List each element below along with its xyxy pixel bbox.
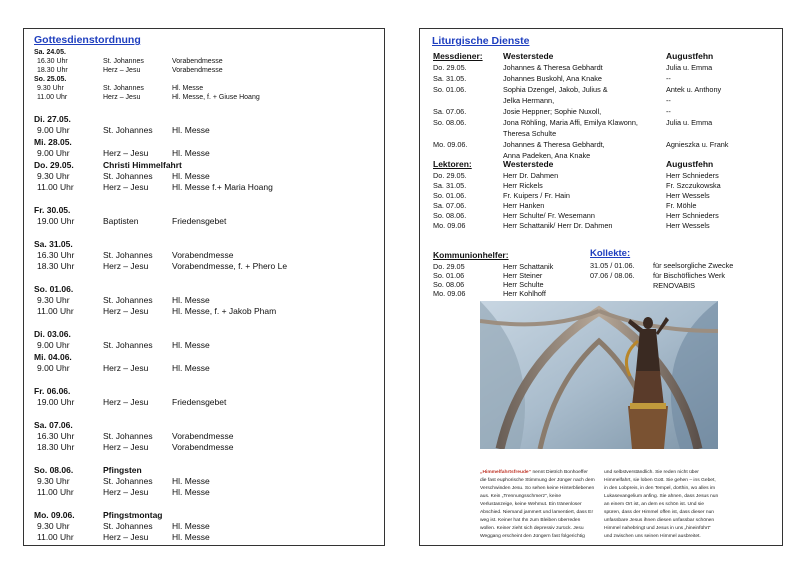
augustfehn-name: -- (666, 74, 671, 83)
day-heading: Fr. 30.05. (34, 205, 71, 215)
service-type: Hl. Messe (172, 148, 210, 158)
feast-name: Pfingstmontag (103, 510, 163, 520)
service-time: 11.00 Uhr (37, 306, 74, 316)
article-column-1 (480, 469, 595, 541)
service-time: 19.00 Uhr (37, 216, 75, 226)
right-title: Liturgische Dienste (432, 35, 530, 47)
service-place: Herz – Jesu (103, 442, 149, 452)
service-time: 11.00 Uhr (37, 94, 68, 101)
westerstede-name: Herr Schattanik/ Herr Dr. Dahmen (503, 221, 613, 230)
day-heading: Sa. 07.06. (34, 420, 73, 430)
service-time: 9.30 Uhr (37, 171, 70, 181)
day-heading-row (24, 114, 384, 125)
kommunionhelfer-label: Kommunionhelfer: (433, 250, 509, 260)
messdiener-row (420, 95, 782, 106)
service-place: Baptisten (103, 216, 139, 226)
westerstede-header: Westerstede (503, 159, 554, 169)
augustfehn-name: Herr Schnieders (666, 171, 719, 180)
article-text (480, 449, 718, 539)
day-heading: Mi. 28.05. (34, 137, 72, 147)
service-type: Hl. Messe f.+ Maria Hoang (172, 182, 273, 192)
day-heading-row (24, 284, 384, 295)
westerstede-name: Fr. Kuipers / Fr. Hain (503, 191, 570, 200)
day-heading: So. 01.06. (34, 284, 74, 294)
row-date: Mo. 09.06 (433, 221, 466, 230)
day-heading: Mi. 04.06. (34, 352, 72, 362)
row-date: Do. 29.05. (433, 171, 467, 180)
row-date: Sa. 31.05. (433, 74, 467, 83)
row-date: Sa. 07.06. (433, 107, 467, 116)
service-place: Herz – Jesu (103, 94, 141, 101)
westerstede-name: Anna Padeken, Ana Knake (503, 151, 591, 160)
day-heading-row (24, 352, 384, 363)
row-date: So. 01.06. (433, 85, 467, 94)
service-time: 16.30 Uhr (37, 431, 75, 441)
westerstede-name: Johannes & Theresa Gebhardt, (503, 140, 605, 149)
service-row (24, 148, 384, 159)
day-heading: So. 25.05. (34, 76, 67, 83)
kollekte-purpose: RENOVABIS (653, 281, 696, 290)
day-heading-row (24, 510, 384, 521)
kollekte-date: 07.06 / 08.06. (590, 271, 635, 280)
section-header-row (420, 51, 782, 62)
service-type: Hl. Messe (172, 532, 210, 542)
service-place: Herz – Jesu (103, 397, 149, 407)
service-place: St. Johannes (103, 521, 153, 531)
service-place: St. Johannes (103, 85, 144, 92)
service-row (24, 66, 384, 77)
service-type: Hl. Messe (172, 295, 210, 305)
messdiener-row (420, 62, 782, 73)
service-place: St. Johannes (103, 431, 153, 441)
day-heading: Di. 27.05. (34, 114, 71, 124)
service-row (24, 442, 384, 453)
service-row (24, 363, 384, 374)
kollekte-row (420, 260, 782, 270)
service-type: Hl. Messe (172, 125, 210, 135)
day-heading-row (24, 420, 384, 431)
lektoren-label: Lektoren: (433, 159, 472, 169)
augustfehn-name: Herr Wessels (666, 221, 710, 230)
augustfehn-name: Julia u. Emma (666, 63, 713, 72)
augustfehn-name: Herr Wessels (666, 191, 710, 200)
augustfehn-header: Augustfehn (666, 159, 714, 169)
westerstede-name: Herr Dr. Dahmen (503, 171, 559, 180)
church-ascension-photo (480, 301, 718, 449)
westerstede-name: Josie Heppner; Sophie Nuxoll, (503, 107, 602, 116)
service-time: 9.00 Uhr (37, 363, 70, 373)
westerstede-name: Jelka Hermann, (503, 96, 555, 105)
augustfehn-header: Augustfehn (666, 51, 714, 61)
service-type: Hl. Messe (172, 487, 210, 497)
article-column-2: und selbstverständlich. Sie reden nicht über Himmelfahrt, sie loben Gott. Sie gehen – ins Gebet, in den Lobpreis, in den Tempel, dorthin, wo alles im Lukasevangelium anfing. Sie ahnen, dass Jesus nun an einem Ort ist, an dem es schön ist. Und sie spüren, dass der Himmel offen ist, dass dieser nun unfassbare Jesus ihnen diesen unfassbar schönen Himmel nahebringt und Jesus in uns „hineinführt“ und zwischen uns seinen Himmel ausbreitet. (604, 470, 719, 539)
augustfehn-name: -- (666, 96, 671, 105)
westerstede-name: Theresa Schulte (503, 129, 557, 138)
day-heading: Fr. 06.06. (34, 386, 71, 396)
day-heading-row (24, 137, 384, 148)
service-place: Herz – Jesu (103, 67, 141, 74)
helper-name: Herr Steiner (503, 271, 543, 280)
augustfehn-name: Antek u. Anthony (666, 85, 722, 94)
service-place: St. Johannes (103, 250, 153, 260)
service-type: Hl. Messe (172, 476, 210, 486)
section-header-row (420, 159, 782, 170)
day-heading: Di. 03.06. (34, 329, 71, 339)
service-place: Herz – Jesu (103, 182, 149, 192)
service-row (24, 125, 384, 136)
service-type: Hl. Messe, f. + Giuse Hoang (172, 94, 260, 101)
service-row (24, 476, 384, 487)
westerstede-name: Herr Rickels (503, 181, 543, 190)
service-time: 9.00 Uhr (37, 340, 70, 350)
ascension-statue-image (480, 301, 718, 449)
messdiener-row (420, 117, 782, 128)
service-row (24, 532, 384, 543)
service-type: Hl. Messe (172, 171, 210, 181)
service-row (24, 397, 384, 408)
row-date: Sa. 31.05. (433, 181, 467, 190)
service-type: Vorabendmesse (172, 67, 223, 74)
service-time: 11.00 Uhr (37, 532, 74, 542)
service-type: Friedensgebet (172, 397, 227, 407)
service-type: Hl. Messe, f. + Jakob Pham (172, 306, 277, 316)
service-row (24, 306, 384, 317)
feast-name: Christi Himmelfahrt (103, 160, 182, 170)
service-row (24, 340, 384, 351)
westerstede-name: Herr Schulte/ Fr. Wesemann (503, 211, 595, 220)
service-time: 16.30 Uhr (37, 250, 75, 260)
service-place: St. Johannes (103, 125, 153, 135)
row-date: So. 08.06. (433, 118, 467, 127)
row-date: Mo. 09.06. (433, 140, 468, 149)
augustfehn-name: Agnieszka u. Frank (666, 140, 729, 149)
augustfehn-name: -- (666, 107, 671, 116)
day-heading-row (24, 465, 384, 476)
kollekte-date: 31.05 / 01.06. (590, 261, 635, 270)
augustfehn-name: Fr. Möhle (666, 201, 697, 210)
article-headline: „Himmelfahrtsfreude“ (480, 470, 533, 475)
service-type: Vorabendmesse, f. + Phero Le (172, 261, 288, 271)
day-heading: Do. 29.05. (34, 160, 74, 170)
messdiener-label: Messdiener: (433, 51, 483, 61)
article-col1-text: nennt Dietrich Bonhoeffer die fast euphorische Stimmung der Jünger nach dem Verschwinden Jesu. So sehen keine Hinterbliebenen aus. Kein „Trennungsschmerz“, keine Verlustanzeige, keine Wehmut. Ein tränenloser Abschied. Niemand jammert und lamentiert, dass Er weg ist. Keiner hat Ihn zum Bleiben überreden wollen. Keiner zieht sich depressiv zurück. Jesu Weggang erscheint den Jüngern fast folgerichtig (480, 470, 595, 539)
messdiener-row (420, 128, 782, 139)
westerstede-name: Johannes & Theresa Gebhardt (503, 63, 603, 72)
service-type: Vorabendmesse (172, 431, 234, 441)
day-heading: Sa. 24.05. (34, 49, 66, 56)
service-place: Herz – Jesu (103, 363, 149, 373)
day-heading-row (24, 205, 384, 216)
service-row (24, 182, 384, 193)
kollekte-purpose: für seelsorgliche Zwecke (653, 261, 734, 270)
service-row (24, 93, 384, 104)
row-date: So. 01.06 (433, 271, 465, 280)
helper-name: Herr Schulte (503, 280, 544, 289)
service-time: 11.00 Uhr (37, 487, 74, 497)
service-place: Herz – Jesu (103, 532, 149, 542)
service-time: 9.30 Uhr (37, 85, 64, 92)
augustfehn-name: Fr. Szczukowska (666, 181, 721, 190)
row-date: Do. 29.05 (433, 262, 465, 271)
service-row (24, 487, 384, 498)
service-time: 9.00 Uhr (37, 125, 70, 135)
feast-name: Pfingsten (103, 465, 142, 475)
service-type: Hl. Messe (172, 85, 204, 92)
westerstede-name: Sophia Dzengel, Jakob, Julius & (503, 85, 608, 94)
kollekte-row (420, 280, 782, 290)
day-heading-row (24, 239, 384, 250)
service-type: Vorabendmesse (172, 58, 223, 65)
service-place: St. Johannes (103, 58, 144, 65)
right-panel-liturgical-services (419, 28, 783, 546)
service-row (24, 171, 384, 182)
service-type: Vorabendmesse (172, 250, 234, 260)
service-place: St. Johannes (103, 476, 153, 486)
service-place: Herz – Jesu (103, 261, 149, 271)
westerstede-name: Jona Röhling, Maria Affi, Emilya Klawonn, (503, 118, 638, 127)
service-place: Herz – Jesu (103, 487, 149, 497)
kollekte-row (420, 270, 782, 280)
day-heading-row (24, 329, 384, 340)
augustfehn-name: Julia u. Emma (666, 118, 713, 127)
row-date: So. 08.06. (433, 211, 467, 220)
helper-name: Herr Kohlhoff (503, 289, 546, 298)
day-heading-row (24, 160, 384, 171)
row-date: Sa. 07.06. (433, 201, 467, 210)
service-type: Hl. Messe (172, 521, 210, 531)
westerstede-header: Westerstede (503, 51, 554, 61)
left-title: Gottesdienstordnung (34, 34, 141, 46)
service-time: 9.00 Uhr (37, 148, 70, 158)
left-panel-service-schedule (23, 28, 385, 546)
service-type: Vorabendmesse (172, 442, 234, 452)
service-row (24, 216, 384, 227)
day-heading: Sa. 31.05. (34, 239, 73, 249)
service-row (24, 521, 384, 532)
kollekte-purpose: für Bischöfliches Werk (653, 271, 726, 280)
row-date: So. 08.06 (433, 280, 465, 289)
service-row (24, 261, 384, 272)
service-row (24, 431, 384, 442)
messdiener-row (420, 106, 782, 117)
day-heading: So. 08.06. (34, 465, 74, 475)
row-date: Do. 29.05. (433, 63, 467, 72)
helper-name: Herr Schattanik (503, 262, 554, 271)
messdiener-row (420, 73, 782, 84)
lektoren-row (420, 220, 782, 231)
service-time: 18.30 Uhr (37, 442, 75, 452)
service-type: Friedensgebet (172, 216, 227, 226)
service-time: 18.30 Uhr (37, 261, 75, 271)
service-place: Herz – Jesu (103, 148, 149, 158)
service-time: 9.30 Uhr (37, 295, 70, 305)
service-place: St. Johannes (103, 295, 153, 305)
westerstede-name: Johannes Buskohl, Ana Knake (503, 74, 602, 83)
service-place: St. Johannes (103, 340, 153, 350)
service-type: Hl. Messe (172, 363, 210, 373)
westerstede-name: Herr Hanken (503, 201, 545, 210)
service-row (24, 295, 384, 306)
day-heading: Mo. 09.06. (34, 510, 75, 520)
service-type: Hl. Messe (172, 340, 210, 350)
service-time: 18.30 Uhr (37, 67, 68, 74)
messdiener-row (420, 84, 782, 95)
service-time: 9.30 Uhr (37, 521, 70, 531)
messdiener-row (420, 139, 782, 150)
day-heading-row (24, 386, 384, 397)
kollekte-label: Kollekte: (590, 248, 631, 259)
service-time: 11.00 Uhr (37, 182, 74, 192)
service-time: 9.30 Uhr (37, 476, 70, 486)
augustfehn-name: Herr Schnieders (666, 211, 719, 220)
service-time: 19.00 Uhr (37, 397, 75, 407)
service-time: 16.30 Uhr (37, 58, 68, 65)
row-date: Mo. 09.06 (433, 289, 466, 298)
service-place: St. Johannes (103, 171, 153, 181)
row-date: So. 01.06. (433, 191, 467, 200)
service-place: Herz – Jesu (103, 306, 149, 316)
service-row (24, 250, 384, 261)
